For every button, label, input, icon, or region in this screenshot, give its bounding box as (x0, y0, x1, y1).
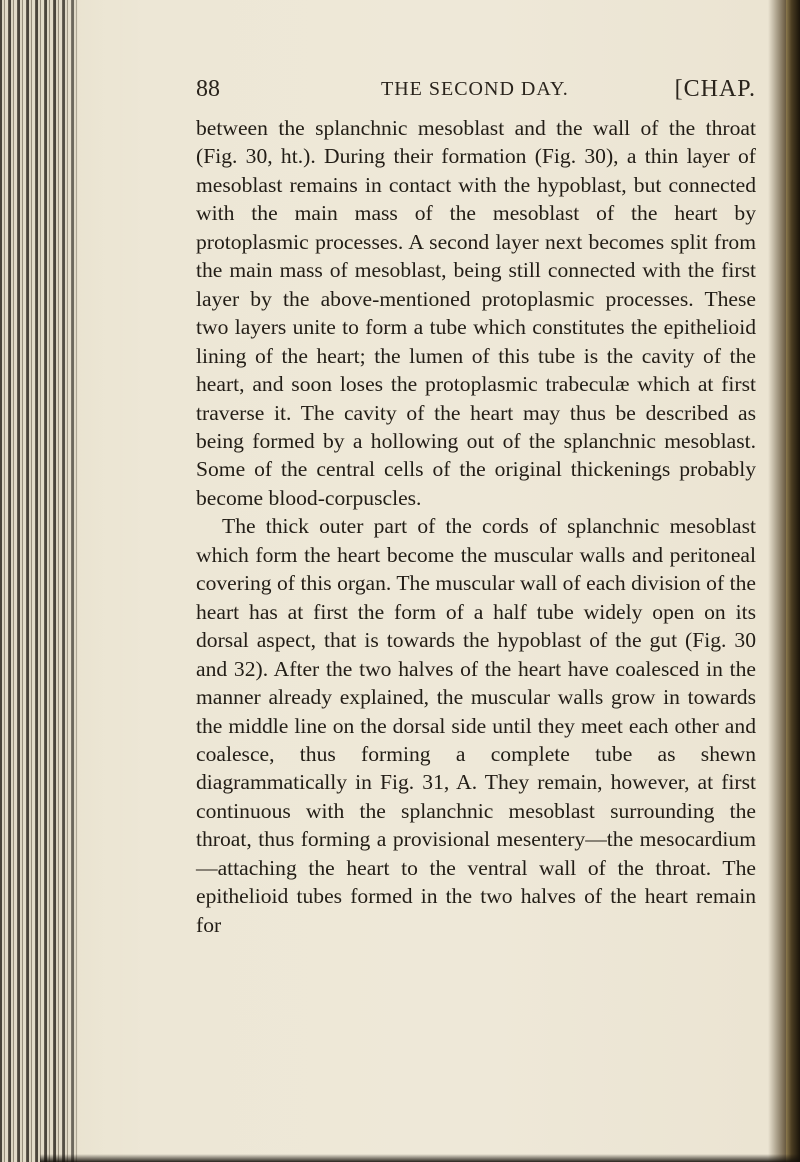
paragraph: between the splanchnic mesoblast and the wall of the throat (Fig. 30, ht.). During their formation (Fig. 30), a thin layer of mesoblast remains in contact with the hypoblast, but connected with the main mass of the mesoblast of the heart by protoplasmic processes. A second layer next becomes split from the main mass of mesoblast, being still connected with the first layer by the above-mentioned protoplasmic processes. These two layers unite to form a tube which constitutes the epithelioid lining of the heart; the lumen of this tube is the cavity of the heart, and soon loses the protoplasmic trabeculæ which at first traverse it. The cavity of the heart may thus be described as being formed by a hollowing out of the splanchnic mesoblast. Some of the central cells of the original thickenings probably become blood-corpuscles. (196, 116, 756, 510)
body-text (196, 114, 756, 939)
page-header (196, 76, 756, 110)
chapter-marker: [CHAP. (674, 76, 756, 102)
page-number: 88 (196, 76, 220, 102)
paragraph: The thick outer part of the cords of splanchnic mesoblast which form the heart become the muscular walls and peritoneal covering of this organ. The muscular wall of each division of the heart has at first the form of a half tube widely open on its dorsal aspect, that is towards the hypoblast of the gut (Fig. 30 and 32). After the two halves of the heart have coalesced in the manner already explained, the muscular walls grow in towards the middle line on the dorsal side until they meet each other and coalesce, thus forming a complete tube as shewn diagrammatically in Fig. 31, A. They remain, however, at first continuous with the splanchnic mesoblast surrounding the throat, thus forming a provisional mesentery—the mesocardium—attaching the heart to the ventral wall of the throat. The epithelioid tubes formed in the two halves of the heart remain for (196, 514, 756, 937)
running-head: THE SECOND DAY. (381, 78, 569, 100)
book-edge (786, 0, 800, 1162)
gutter-shadow (60, 0, 120, 1162)
bottom-shadow (40, 1154, 800, 1162)
